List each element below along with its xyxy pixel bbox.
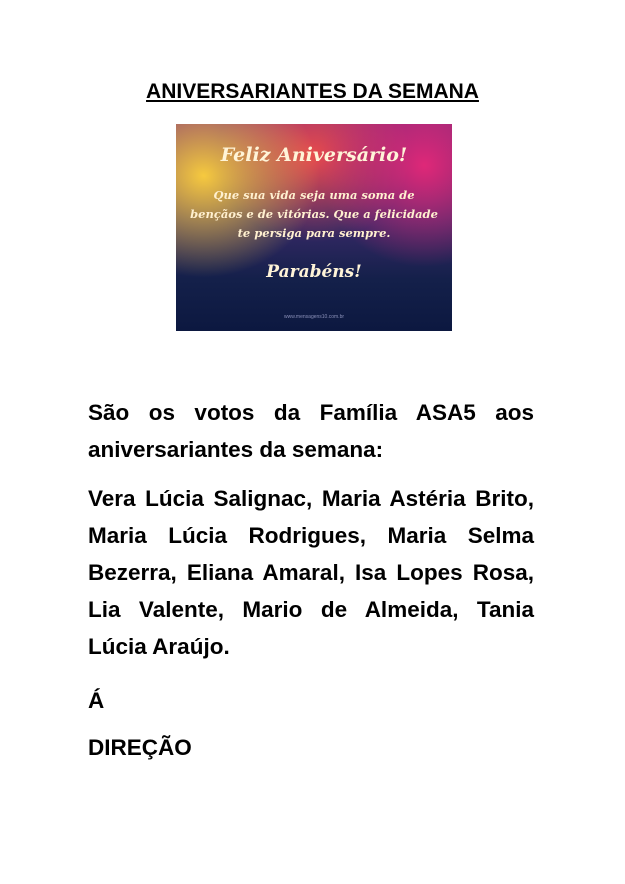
page-title: ANIVERSARIANTES DA SEMANA xyxy=(146,80,479,103)
card-congrats: Parabéns! xyxy=(266,262,362,282)
card-message: Que sua vida seja uma soma de bençãos e de vitórias. Que a felicidade te persiga para sempre. xyxy=(190,188,438,240)
card-site-watermark: www.mensagens10.com.br xyxy=(283,314,345,320)
birthday-card-image xyxy=(176,124,452,331)
intro-paragraph: São os votos da Família ASA5 aos aniversariantes da semana: xyxy=(88,400,534,462)
signature: DIREÇÃO xyxy=(88,735,192,760)
card-greeting: Feliz Aniversário! xyxy=(220,144,408,166)
names-paragraph: Vera Lúcia Salignac, Maria Astéria Brito, Maria Lúcia Rodrigues, Maria Selma Bezerra, Eliana Amaral, Isa Lopes Rosa, Lia Valente, Mario de Almeida, Tania Lúcia Araújo. xyxy=(88,486,534,659)
closing-prefix: Á xyxy=(88,688,105,713)
